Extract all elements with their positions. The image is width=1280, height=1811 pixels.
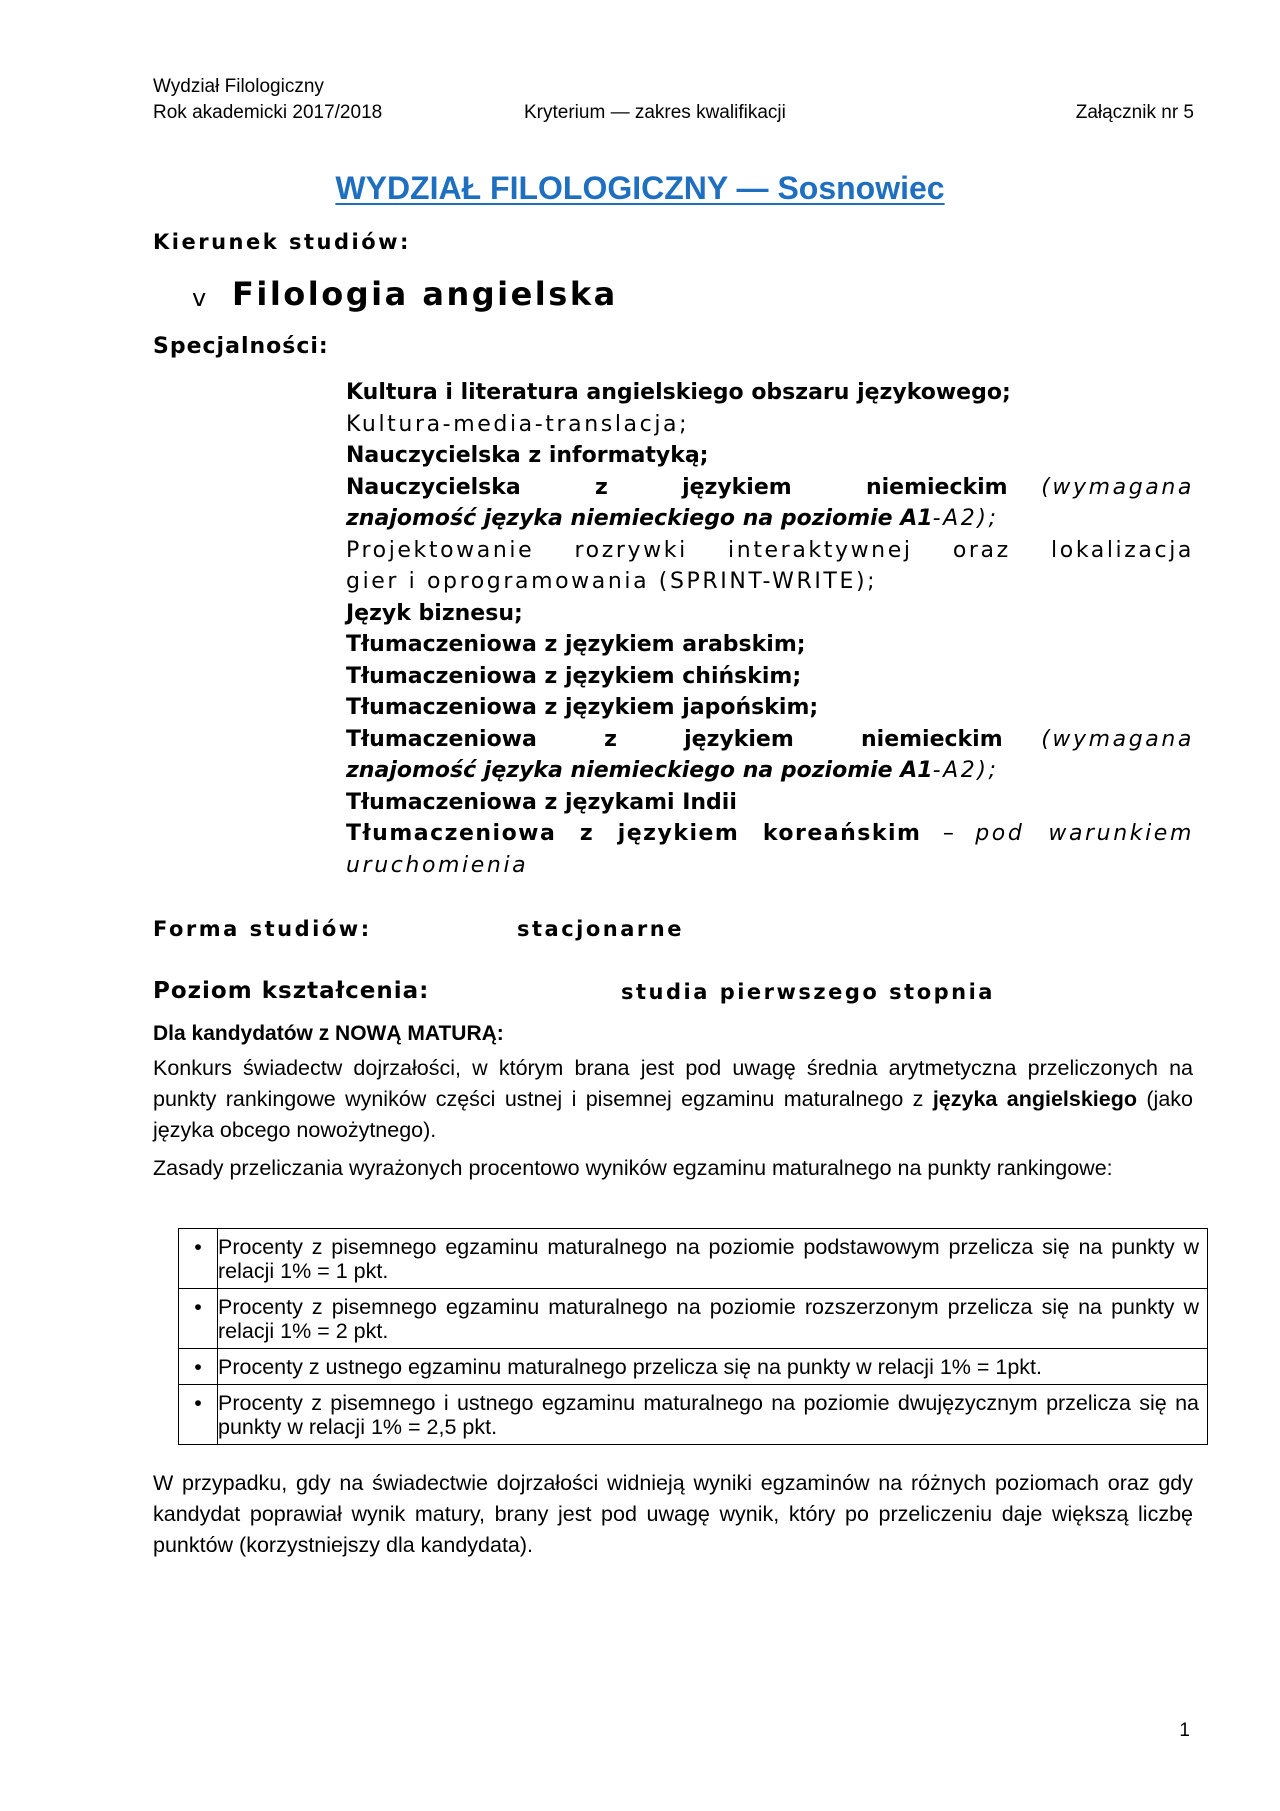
forma-label: Forma studiów:: [153, 917, 372, 941]
kierunek-name: Filologia angielska: [232, 275, 618, 313]
closing-paragraph: W przypadku, gdy na świadectwie dojrzałości widnieją wyniki egzaminów na różnych poziomach oraz gdy kandydat poprawiał wynik matury, brany jest pod uwagę wynik, który po przeliczeniu daje większą liczbę punktów (korzystniejszy dla kandydata).: [153, 1471, 1193, 1557]
header-criterion: Kryterium — zakres kwalifikacji: [524, 102, 786, 123]
rule-text: Procenty z ustnego egzaminu maturalnego przelicza się na punkty w relacji 1% = 1pkt.: [218, 1349, 1208, 1385]
specjalnosci-label: Specjalności:: [153, 334, 329, 359]
rule-text: Procenty z pisemnego egzaminu maturalnego na poziomie rozszerzonym przelicza się na punkty w relacji 1% = 2 pkt.: [218, 1289, 1208, 1349]
header-faculty: Wydział Filologiczny: [153, 76, 324, 97]
spec-item: Nauczycielska z informatyką;: [346, 443, 709, 468]
header-attachment: Załącznik nr 5: [1075, 102, 1194, 123]
forma-value: stacjonarne: [517, 917, 684, 941]
spec-item: Kultura-media-translacja;: [346, 411, 690, 437]
kierunek-label: Kierunek studiów:: [153, 230, 411, 254]
table-row: [179, 1349, 1208, 1385]
spec-item-note: znajomość języka niemieckiego na poziomie A1-A2);: [346, 506, 999, 531]
spec-item-note: znajomość języka niemieckiego na poziomie A1-A2);: [346, 758, 999, 783]
page-title: WYDZIAŁ FILOLOGICZNY — Sosnowiec: [335, 170, 945, 206]
spec-item: Tłumaczeniowa z językiem arabskim;: [346, 632, 806, 657]
nowa-matura-heading: Dla kandydatów z NOWĄ MATURĄ:: [153, 1022, 504, 1045]
spec-item: Nauczycielska z językiem niemieckim (wymagana: [346, 474, 1194, 500]
page-number: 1: [1179, 1720, 1190, 1741]
rules-intro: Zasady przeliczania wyrażonych procentowo wyników egzaminu maturalnego na punkty rankingowe:: [153, 1156, 1113, 1180]
rule-text: Procenty z pisemnego egzaminu maturalnego na poziomie podstawowym przelicza się na punkty w relacji 1% = 1 pkt.: [218, 1229, 1208, 1289]
spec-item: uruchomienia: [346, 852, 529, 878]
table-row: [179, 1385, 1208, 1445]
spec-item: Projektowanie rozrywki interaktywnej oraz lokalizacja: [346, 537, 1194, 563]
bullet: •: [179, 1385, 218, 1445]
table-row: [179, 1289, 1208, 1349]
bullet: •: [179, 1289, 218, 1349]
rule-text: Procenty z pisemnego i ustnego egzaminu maturalnego na poziomie dwujęzycznym przelicza się na punkty w relacji 1% = 2,5 pkt.: [218, 1385, 1208, 1445]
rules-table: [178, 1228, 1208, 1445]
bullet: •: [179, 1349, 218, 1385]
poziom-label: Poziom kształcenia:: [153, 978, 430, 1004]
spec-item: Tłumaczeniowa z językiem japońskim;: [346, 695, 819, 720]
spec-item: Język biznesu;: [346, 600, 523, 626]
spec-item: Kultura i literatura angielskiego obszaru językowego;: [346, 380, 1011, 405]
poziom-value: studia pierwszego stopnia: [621, 980, 995, 1004]
spec-item: Tłumaczeniowa z językiem niemieckim (wymagana: [346, 726, 1194, 752]
table-row: [179, 1229, 1208, 1289]
nowa-matura-paragraph: Konkurs świadectw dojrzałości, w którym brana jest pod uwagę średnia arytmetyczna przeliczonych na punkty rankingowe wyników części ustnej i pisemnej egzaminu maturalnego z języka angielskiego (jako języka obcego nowożytnego).: [153, 1056, 1193, 1142]
spec-item: Tłumaczeniowa z językiem koreańskim – pod warunkiem: [346, 821, 1194, 846]
bullet: •: [179, 1229, 218, 1289]
spec-item: Tłumaczeniowa z językiem chińskim;: [346, 663, 802, 689]
spec-item: gier i oprogramowania (SPRINT-WRITE);: [346, 569, 878, 594]
header-year: Rok akademicki 2017/2018: [153, 102, 383, 123]
spec-item: Tłumaczeniowa z językami Indii: [346, 789, 737, 815]
specjalnosci-list: [346, 377, 1194, 881]
kierunek-bullet: v: [192, 284, 207, 312]
